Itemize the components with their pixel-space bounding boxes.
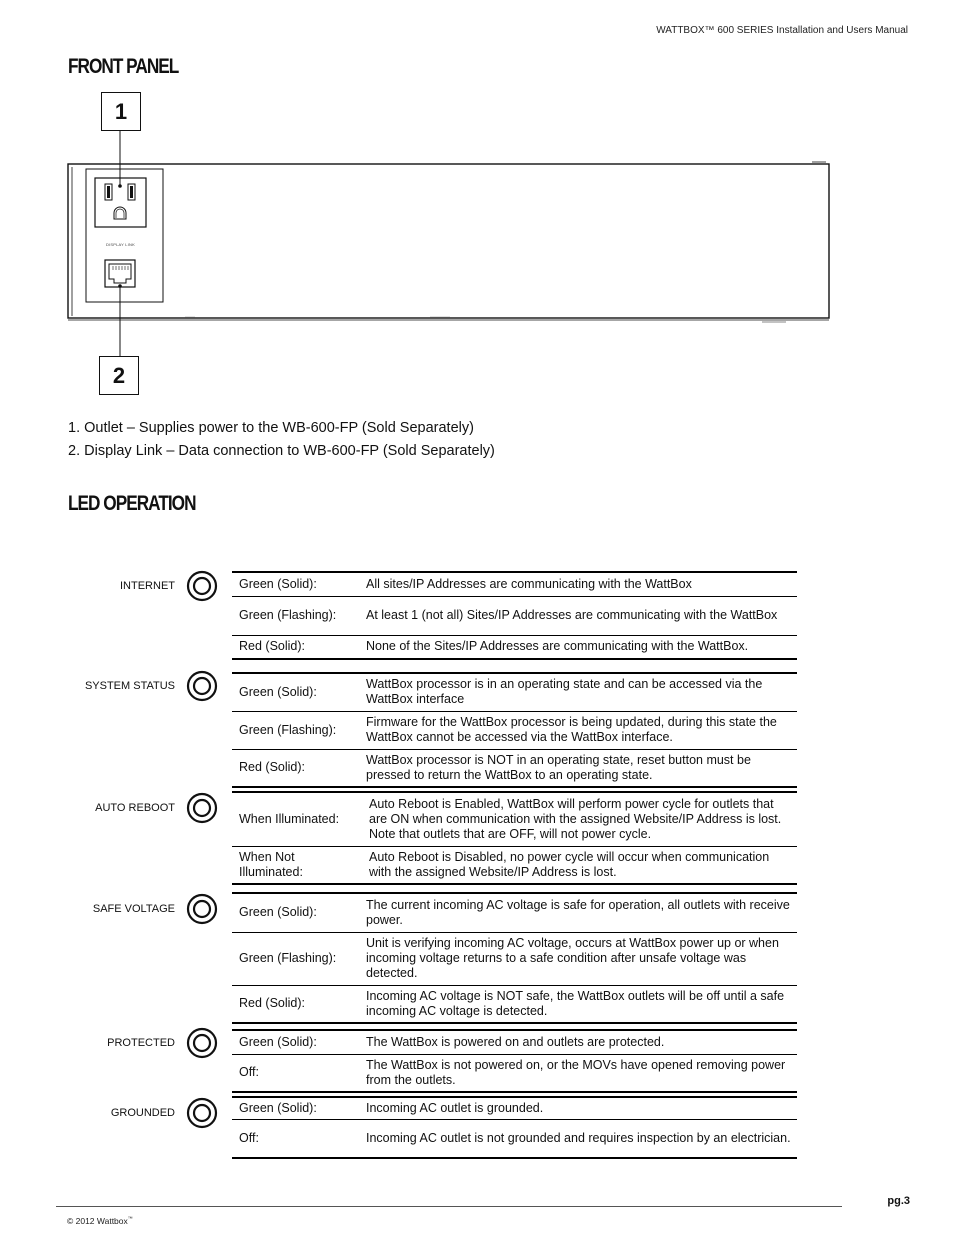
led-label-grounded: GROUNDED xyxy=(110,1107,175,1119)
led-description: The current incoming AC voltage is safe for operation, all outlets with receive power. xyxy=(366,897,790,927)
table-row xyxy=(232,932,797,985)
led-state: Red (Solid): xyxy=(239,639,305,654)
led-state: When Illuminated: xyxy=(239,811,340,826)
led-state: Green (Flashing): xyxy=(239,722,337,737)
led-description: Incoming AC outlet is not grounded and requires inspection by an electrician. xyxy=(366,1130,791,1145)
front-panel-legend xyxy=(68,419,495,465)
led-table-internet xyxy=(232,571,797,660)
led-system-status-icon xyxy=(186,670,218,702)
led-state: Off: xyxy=(239,1065,259,1080)
led-state: Red (Solid): xyxy=(239,996,305,1011)
led-table-system-status xyxy=(232,672,797,788)
table-row xyxy=(232,711,797,749)
led-label-internet: INTERNET xyxy=(120,580,175,592)
manual-title: WATTBOX™ 600 SERIES Installation and Users Manual xyxy=(656,25,908,36)
table-row xyxy=(232,1054,797,1092)
led-state: Green (Solid): xyxy=(239,905,317,920)
table-row xyxy=(232,985,797,1023)
table-row xyxy=(232,673,797,711)
led-description: Incoming AC voltage is NOT safe, the WattBox outlets will be off until a safe incoming AC voltage is detected. xyxy=(366,988,785,1018)
led-state: When Not Illuminated: xyxy=(239,849,303,879)
led-state: Green (Solid): xyxy=(239,684,317,699)
led-description: WattBox processor is in an operating state and can be accessed via the WattBox interface xyxy=(366,677,763,707)
led-state: Green (Flashing): xyxy=(239,608,337,622)
led-label-system-status: SYSTEM STATUS xyxy=(84,680,175,692)
led-state: Red (Solid): xyxy=(239,760,305,775)
table-row xyxy=(232,846,797,884)
led-label-safe-voltage: SAFE VOLTAGE xyxy=(92,903,175,915)
led-state: Off: xyxy=(239,1130,259,1145)
led-label-auto-reboot: AUTO REBOOT xyxy=(95,802,175,814)
led-state: Green (Solid): xyxy=(239,1101,317,1115)
front-panel-heading: FRONT PANEL xyxy=(68,55,179,78)
led-protected-icon xyxy=(186,1027,218,1059)
footer-divider xyxy=(56,1206,842,1207)
footer-copyright: © 2012 Wattbox™ xyxy=(67,1216,133,1226)
led-description: None of the Sites/IP Addresses are communicating with the WattBox. xyxy=(366,639,749,654)
display-link-label: DISPLAY LINK xyxy=(106,242,135,247)
callout-1: 1 xyxy=(101,92,141,131)
led-table-protected xyxy=(232,1029,797,1093)
legend-item-display-link: 2. Display Link – Data connection to WB-600-FP (Sold Separately) xyxy=(68,443,495,459)
led-description: The WattBox is powered on and outlets are protected. xyxy=(366,1034,665,1049)
led-description: Firmware for the WattBox processor is being updated, during this state the WattBox cannot be accessed via the WattBox interface. xyxy=(366,715,777,744)
led-internet-icon xyxy=(186,570,218,602)
led-state: Green (Flashing): xyxy=(239,951,337,965)
table-row xyxy=(232,1030,797,1054)
table-row xyxy=(232,1097,797,1120)
legend-item-outlet: 1. Outlet – Supplies power to the WB-600-FP (Sold Separately) xyxy=(68,420,474,436)
table-row xyxy=(232,893,797,932)
led-description: The WattBox is not powered on, or the MOVs have opened removing power from the outlets. xyxy=(366,1057,786,1087)
led-state: Green (Solid): xyxy=(239,1034,317,1049)
led-description: Auto Reboot is Disabled, no power cycle will occur when communication with the assigned Website/IP Address is lost. xyxy=(369,849,770,879)
led-description: WattBox processor is NOT in an operating state, reset button must be pressed to return the WattBox to an operating state. xyxy=(366,752,751,782)
led-description: At least 1 (not all) Sites/IP Addresses are communicating with the WattBox xyxy=(366,608,778,622)
front-panel-diagram xyxy=(0,0,954,420)
led-operation-heading: LED OPERATION xyxy=(68,492,196,515)
table-row xyxy=(232,596,797,635)
led-auto-reboot-icon xyxy=(186,792,218,824)
led-state: Green (Solid): xyxy=(239,576,317,591)
led-table-auto-reboot xyxy=(232,791,797,885)
led-description: All sites/IP Addresses are communicating with the WattBox xyxy=(366,576,692,591)
table-row xyxy=(232,635,797,659)
led-label-protected: PROTECTED xyxy=(107,1037,175,1049)
led-table-grounded xyxy=(232,1096,797,1159)
table-row xyxy=(232,1120,797,1158)
page-number: pg.3 xyxy=(887,1195,910,1207)
led-grounded-icon xyxy=(186,1097,218,1129)
table-row xyxy=(232,572,797,596)
table-row xyxy=(232,792,797,846)
led-table-safe-voltage xyxy=(232,892,797,1024)
led-description: Incoming AC outlet is grounded. xyxy=(366,1101,544,1115)
table-row xyxy=(232,749,797,787)
callout-2: 2 xyxy=(99,356,139,395)
led-safe-voltage-icon xyxy=(186,893,218,925)
led-description: Auto Reboot is Enabled, WattBox will perform power cycle for outlets that are ON when communication with the assigned Website/IP Address is lost. Note that outlets that are OFF, will not power cycle. xyxy=(369,796,782,841)
led-description: Unit is verifying incoming AC voltage, occurs at WattBox power up or when incoming voltage returns to a safe condition after unsafe voltage was detected. xyxy=(366,936,779,980)
